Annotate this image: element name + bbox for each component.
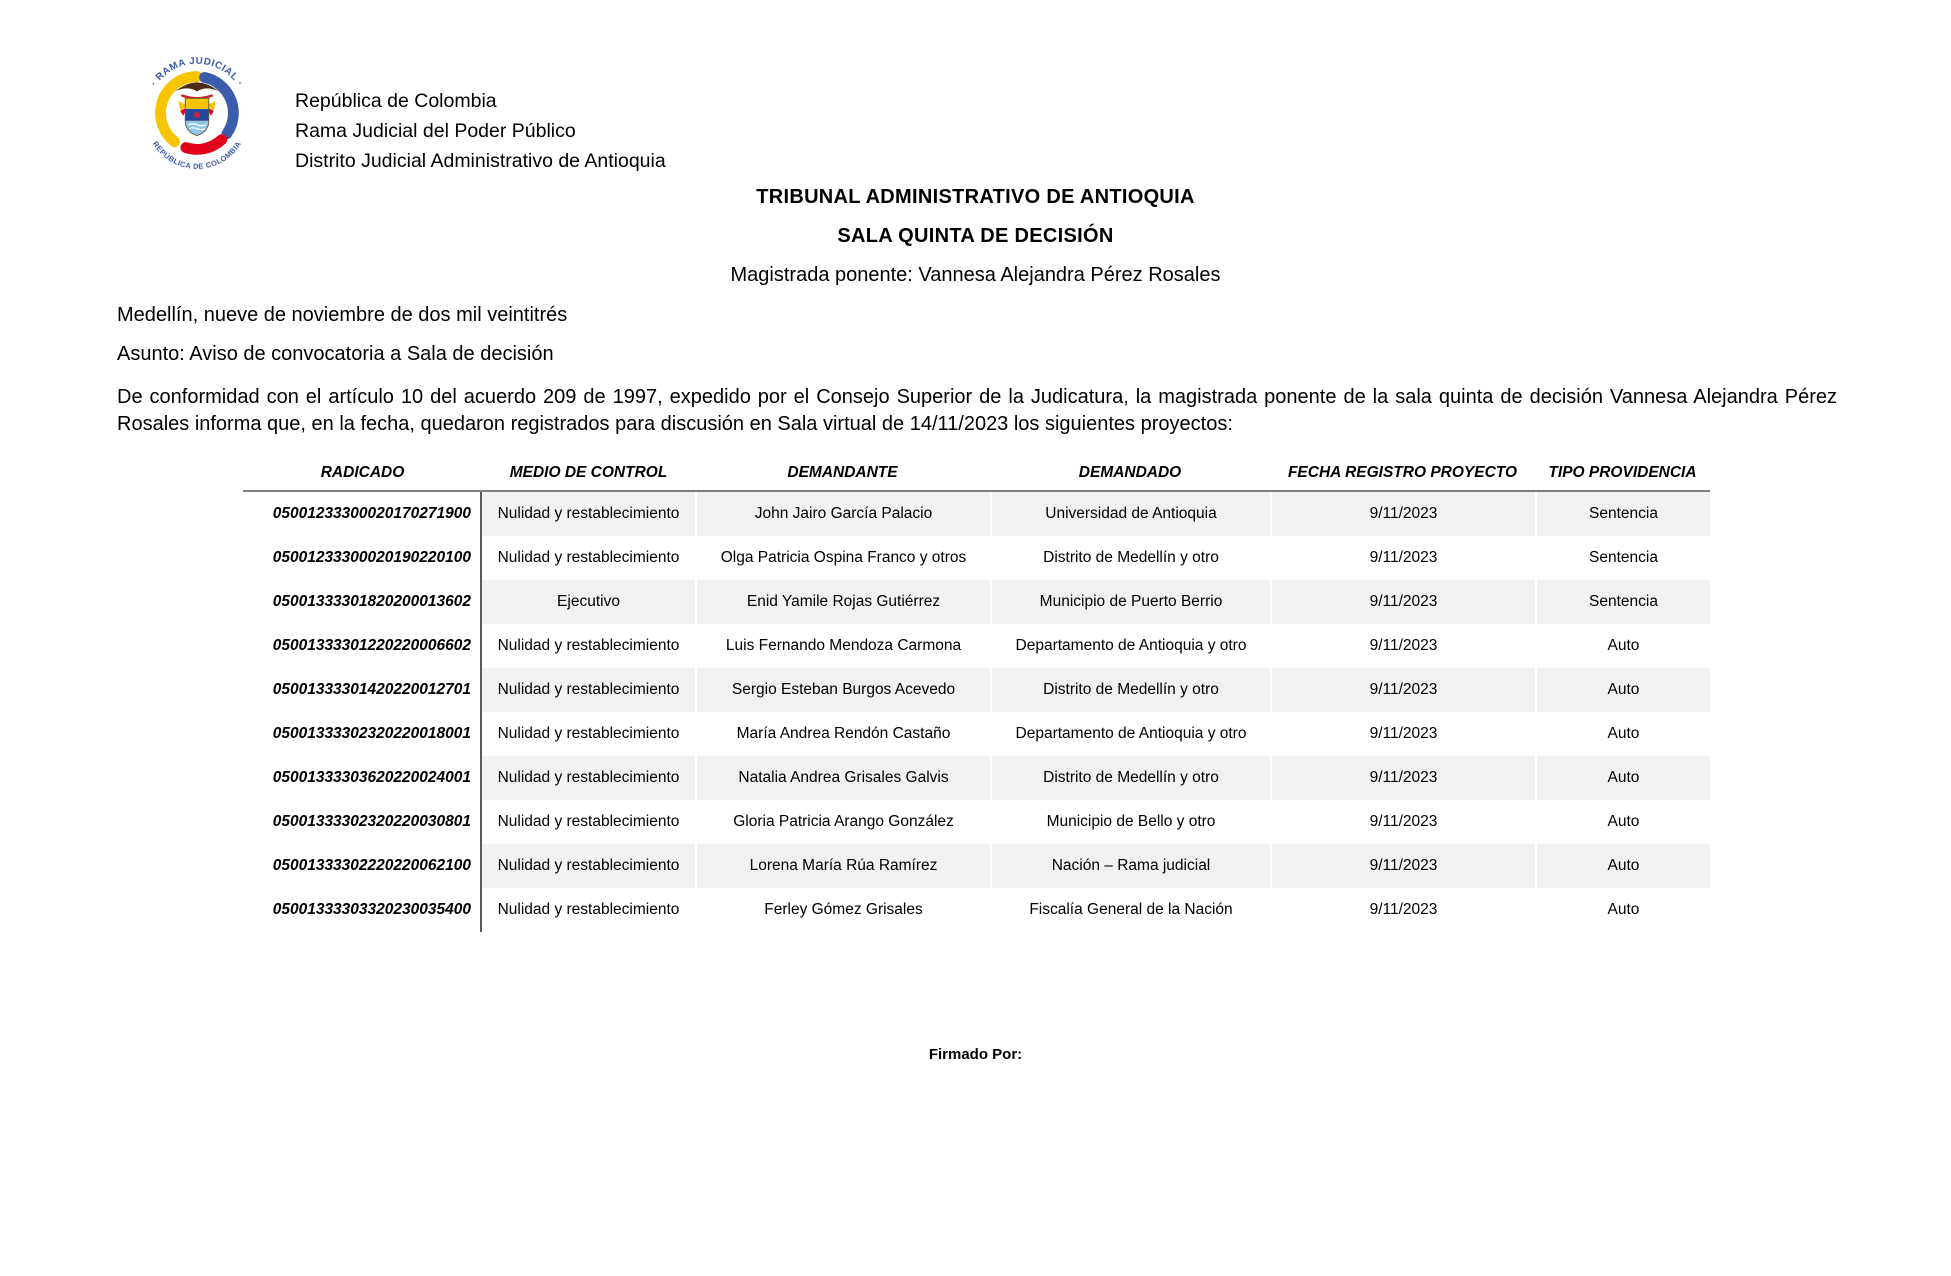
table-cell: Auto (1535, 844, 1710, 888)
table-cell: 9/11/2023 (1270, 844, 1535, 888)
radicado-cell: 05001333301820200013602 (243, 580, 482, 624)
column-header: TIPO PROVIDENCIA (1535, 455, 1710, 492)
org-line-district: Distrito Judicial Administrativo de Antioquia (295, 150, 666, 172)
table-cell: Universidad de Antioquia (990, 492, 1270, 536)
table-row (243, 756, 1710, 800)
table-cell: 9/11/2023 (1270, 668, 1535, 712)
table-cell: Luis Fernando Mendoza Carmona (695, 624, 990, 668)
table-cell: Ferley Gómez Grisales (695, 888, 990, 932)
table-cell: Sentencia (1535, 536, 1710, 580)
radicado-cell: 05001233300020170271900 (243, 492, 482, 536)
table-cell: Nulidad y restablecimiento (497, 901, 680, 918)
radicado-cell: 05001233300020190220100 (243, 536, 482, 580)
table-row (243, 668, 1710, 712)
table-cell: Natalia Andrea Grisales Galvis (695, 756, 990, 800)
signed-by-label: Firmado Por: (928, 1046, 1023, 1063)
radicado-cell: 05001333301220220006602 (243, 624, 482, 668)
table-cell: Lorena María Rúa Ramírez (695, 844, 990, 888)
column-header: DEMANDADO (990, 455, 1270, 492)
table-header-row (243, 455, 1710, 492)
seal-ring-bottom-text: REPÚBLICA DE COLOMBIA (150, 139, 244, 171)
letterhead (295, 86, 666, 176)
table-cell: Nulidad y restablecimiento (497, 549, 680, 566)
table-cell: Distrito de Medellín y otro (990, 536, 1270, 580)
projects-table (243, 455, 1710, 932)
table-cell: Gloria Patricia Arango González (695, 800, 990, 844)
table-row (243, 492, 1710, 536)
table-cell: Sergio Esteban Burgos Acevedo (695, 668, 990, 712)
table-cell: Municipio de Puerto Berrio (990, 580, 1270, 624)
table-cell: Auto (1535, 712, 1710, 756)
table-cell: 9/11/2023 (1270, 712, 1535, 756)
table-body (243, 492, 1710, 932)
radicado-cell: 05001333303620220024001 (243, 756, 482, 800)
subject-line: Asunto: Aviso de convocatoria a Sala de decisión (117, 343, 554, 365)
org-line-branch: Rama Judicial del Poder Público (295, 120, 576, 142)
table-cell: Nulidad y restablecimiento (482, 844, 695, 888)
table-cell: 9/11/2023 (1270, 624, 1535, 668)
table-cell: Nación – Rama judicial (990, 844, 1270, 888)
table-row (243, 580, 1710, 624)
table-cell: Municipio de Bello y otro (990, 800, 1270, 844)
table-cell: 9/11/2023 (1270, 888, 1535, 932)
table-cell: Auto (1535, 624, 1710, 668)
table-row (243, 888, 1710, 932)
table-cell: 9/11/2023 (1270, 580, 1535, 624)
intro-paragraph: De conformidad con el artículo 10 del acuerdo 209 de 1997, expedido por el Consejo Superior de la Judicatura, la magistrada ponente de la sala quinta de decisión Vannesa Alejandra Pérez Rosales informa que, en la fecha, quedaron registrados para discusión en Sala virtual de 14/11/2023 los siguientes proyectos: (117, 386, 1837, 435)
column-header: RADICADO (243, 455, 482, 492)
table-cell: John Jairo García Palacio (695, 492, 990, 536)
table-row (243, 844, 1710, 888)
table-cell: Departamento de Antioquia y otro (990, 712, 1270, 756)
table-cell: Auto (1535, 756, 1710, 800)
projects-table-container (243, 455, 1710, 932)
page-title: TRIBUNAL ADMINISTRATIVO DE ANTIOQUIA (756, 186, 1195, 208)
table-cell: Nulidad y restablecimiento (497, 813, 680, 830)
rama-judicial-seal-icon (138, 50, 256, 172)
ponente-line: Magistrada ponente: Vannesa Alejandra Pérez Rosales (730, 264, 1221, 286)
sala-subtitle: SALA QUINTA DE DECISIÓN (837, 225, 1114, 247)
table-row (243, 624, 1710, 668)
table-cell: Auto (1535, 800, 1710, 844)
table-cell: 9/11/2023 (1270, 536, 1535, 580)
table-cell: Nulidad y restablecimiento (482, 668, 695, 712)
table-cell: Auto (1535, 668, 1710, 712)
table-row (243, 712, 1710, 756)
table-cell: 9/11/2023 (1270, 492, 1535, 536)
table-cell: Sentencia (1535, 580, 1710, 624)
org-line-country: República de Colombia (295, 90, 497, 112)
table-cell: 9/11/2023 (1270, 800, 1535, 844)
column-header: FECHA REGISTRO PROYECTO (1270, 455, 1535, 492)
radicado-cell: 05001333301420220012701 (243, 668, 482, 712)
column-header: MEDIO DE CONTROL (482, 455, 695, 492)
table-cell: Nulidad y restablecimiento (497, 637, 680, 654)
dateline: Medellín, nueve de noviembre de dos mil veintitrés (117, 304, 568, 326)
radicado-cell: 05001333302220220062100 (243, 844, 482, 888)
table-cell: Olga Patricia Ospina Franco y otros (695, 536, 990, 580)
table-cell: Ejecutivo (482, 580, 695, 624)
radicado-cell: 05001333303320230035400 (243, 888, 482, 932)
table-cell: Enid Yamile Rojas Gutiérrez (695, 580, 990, 624)
table-cell: María Andrea Rendón Castaño (695, 712, 990, 756)
table-row (243, 536, 1710, 580)
radicado-cell: 05001333302320220030801 (243, 800, 482, 844)
table-row (243, 800, 1710, 844)
table-cell: Fiscalía General de la Nación (990, 888, 1270, 932)
seal-svg (138, 50, 256, 172)
table-cell: Departamento de Antioquia y otro (990, 624, 1270, 668)
table-cell: 9/11/2023 (1270, 756, 1535, 800)
column-header: DEMANDANTE (695, 455, 990, 492)
table-cell: Nulidad y restablecimiento (497, 725, 680, 742)
table-cell: Distrito de Medellín y otro (990, 668, 1270, 712)
seal-ring-top-text: · RAMA JUDICIAL · (148, 55, 246, 89)
table-cell: Auto (1535, 888, 1710, 932)
table-cell: Sentencia (1535, 492, 1710, 536)
radicado-cell: 05001333302320220018001 (243, 712, 482, 756)
table-cell: Nulidad y restablecimiento (482, 492, 695, 536)
table-cell: Nulidad y restablecimiento (482, 756, 695, 800)
table-cell: Distrito de Medellín y otro (990, 756, 1270, 800)
